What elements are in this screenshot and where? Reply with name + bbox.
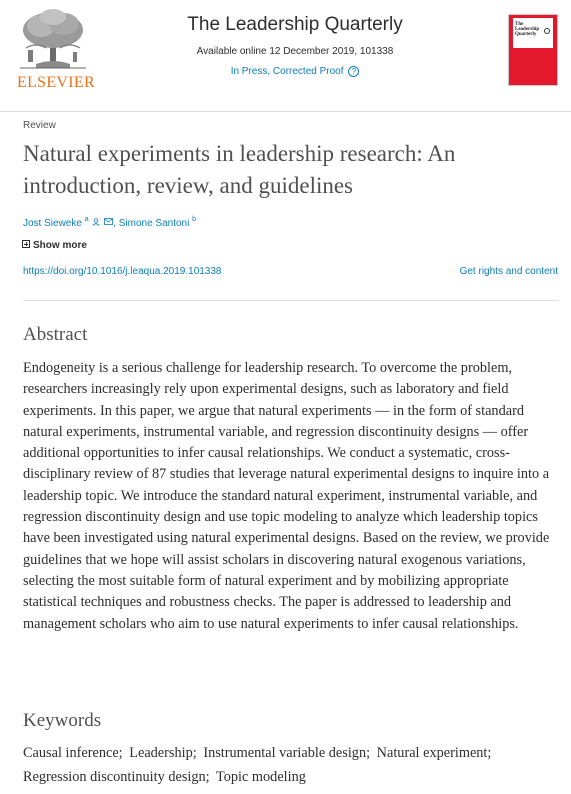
section-divider — [23, 300, 559, 301]
article-type: Review — [23, 120, 56, 131]
page-header — [0, 0, 571, 112]
author-link[interactable] — [23, 218, 89, 229]
show-more-button[interactable] — [22, 240, 87, 251]
keyword: Topic modeling — [215, 769, 306, 785]
author-name: Simone Santoni — [118, 218, 190, 229]
cover-title — [515, 22, 539, 37]
keyword: Leadership — [129, 745, 193, 761]
cover-title-line: The — [515, 22, 524, 27]
elsevier-wordmark: ELSEVIER — [17, 74, 95, 91]
tree-emblem-icon — [16, 8, 90, 72]
keyword: Causal inference — [23, 745, 119, 761]
keyword-separator: ; — [487, 745, 492, 761]
keyword-separator: ; — [366, 745, 371, 761]
journal-title-link[interactable]: The Leadership Quarterly — [187, 14, 403, 35]
author-link[interactable] — [119, 218, 196, 229]
author-affiliation-marker: b — [192, 216, 197, 223]
author-list — [23, 218, 196, 229]
mail-icon[interactable] — [104, 218, 113, 225]
abstract-text: Endogeneity is a serious challenge for leadership research. To overcome the problem, researchers increasingly rely upon experimental designs, such as laboratory and field experiments. In this paper, we argue that natural experiments — in the form of standard natural experiments, instrumental variable, and regression discontinuity designs — offer additional opportunities to infer causal relationships. We conduct a systematic, cross-disciplinary review of 87 studies that leverage natural experimental designs to inquire into a leadership topic. We introduce the standard natural experiment, instrumental variable, and regression discontinuity design and use topic modeling to analyze which leadership topics have been investigated using natural experimental designs. Based on the review, we provide guidelines that we hope will assist scholars in discovering natural exogenous variations, selecting the most suitable form of natural experiment and by mobilizing appropriate statistical techniques and robustness checks. The paper is addressed to leadership and management scholars who aim to use natural experiments to infer causal relationships. — [23, 360, 550, 632]
keyword: Instrumental variable design — [203, 745, 367, 761]
abstract-heading: Abstract — [23, 324, 88, 345]
cover-label-area — [513, 18, 553, 48]
keyword: Natural experiment — [376, 745, 488, 761]
keywords-heading: Keywords — [23, 710, 102, 731]
person-icon[interactable] — [92, 218, 100, 226]
cover-emblem-icon — [544, 28, 550, 34]
author-separator: , — [113, 218, 119, 229]
in-press-link[interactable] — [170, 66, 420, 77]
journal-cover-thumbnail[interactable] — [508, 14, 558, 86]
keyword-list — [23, 741, 563, 789]
help-icon[interactable]: ? — [348, 66, 359, 77]
cover-title-line: Quarterly — [515, 32, 537, 37]
journal-info — [170, 14, 420, 77]
rights-link[interactable]: Get rights and content — [459, 266, 558, 277]
article-title: Natural experiments in leadership research: An introduction, review, and guidelines — [23, 141, 456, 198]
keyword-separator: ; — [205, 769, 210, 785]
cover-title-line: Leadership — [515, 27, 540, 32]
plus-icon — [22, 240, 30, 248]
keyword-separator: ; — [118, 745, 123, 761]
in-press-label: In Press, Corrected Proof — [230, 66, 344, 78]
author-name: Jost Sieweke — [23, 218, 82, 229]
keyword: Regression discontinuity design — [23, 769, 206, 785]
keyword-separator: ; — [192, 745, 197, 761]
show-more-label: Show more — [33, 240, 87, 251]
elsevier-logo[interactable] — [16, 8, 95, 91]
doi-link[interactable]: https://doi.org/10.1016/j.leaqua.2019.101338 — [23, 266, 222, 277]
author-affiliation-marker: a — [84, 216, 89, 223]
online-date: Available online 12 December 2019, 101338 — [196, 46, 394, 57]
